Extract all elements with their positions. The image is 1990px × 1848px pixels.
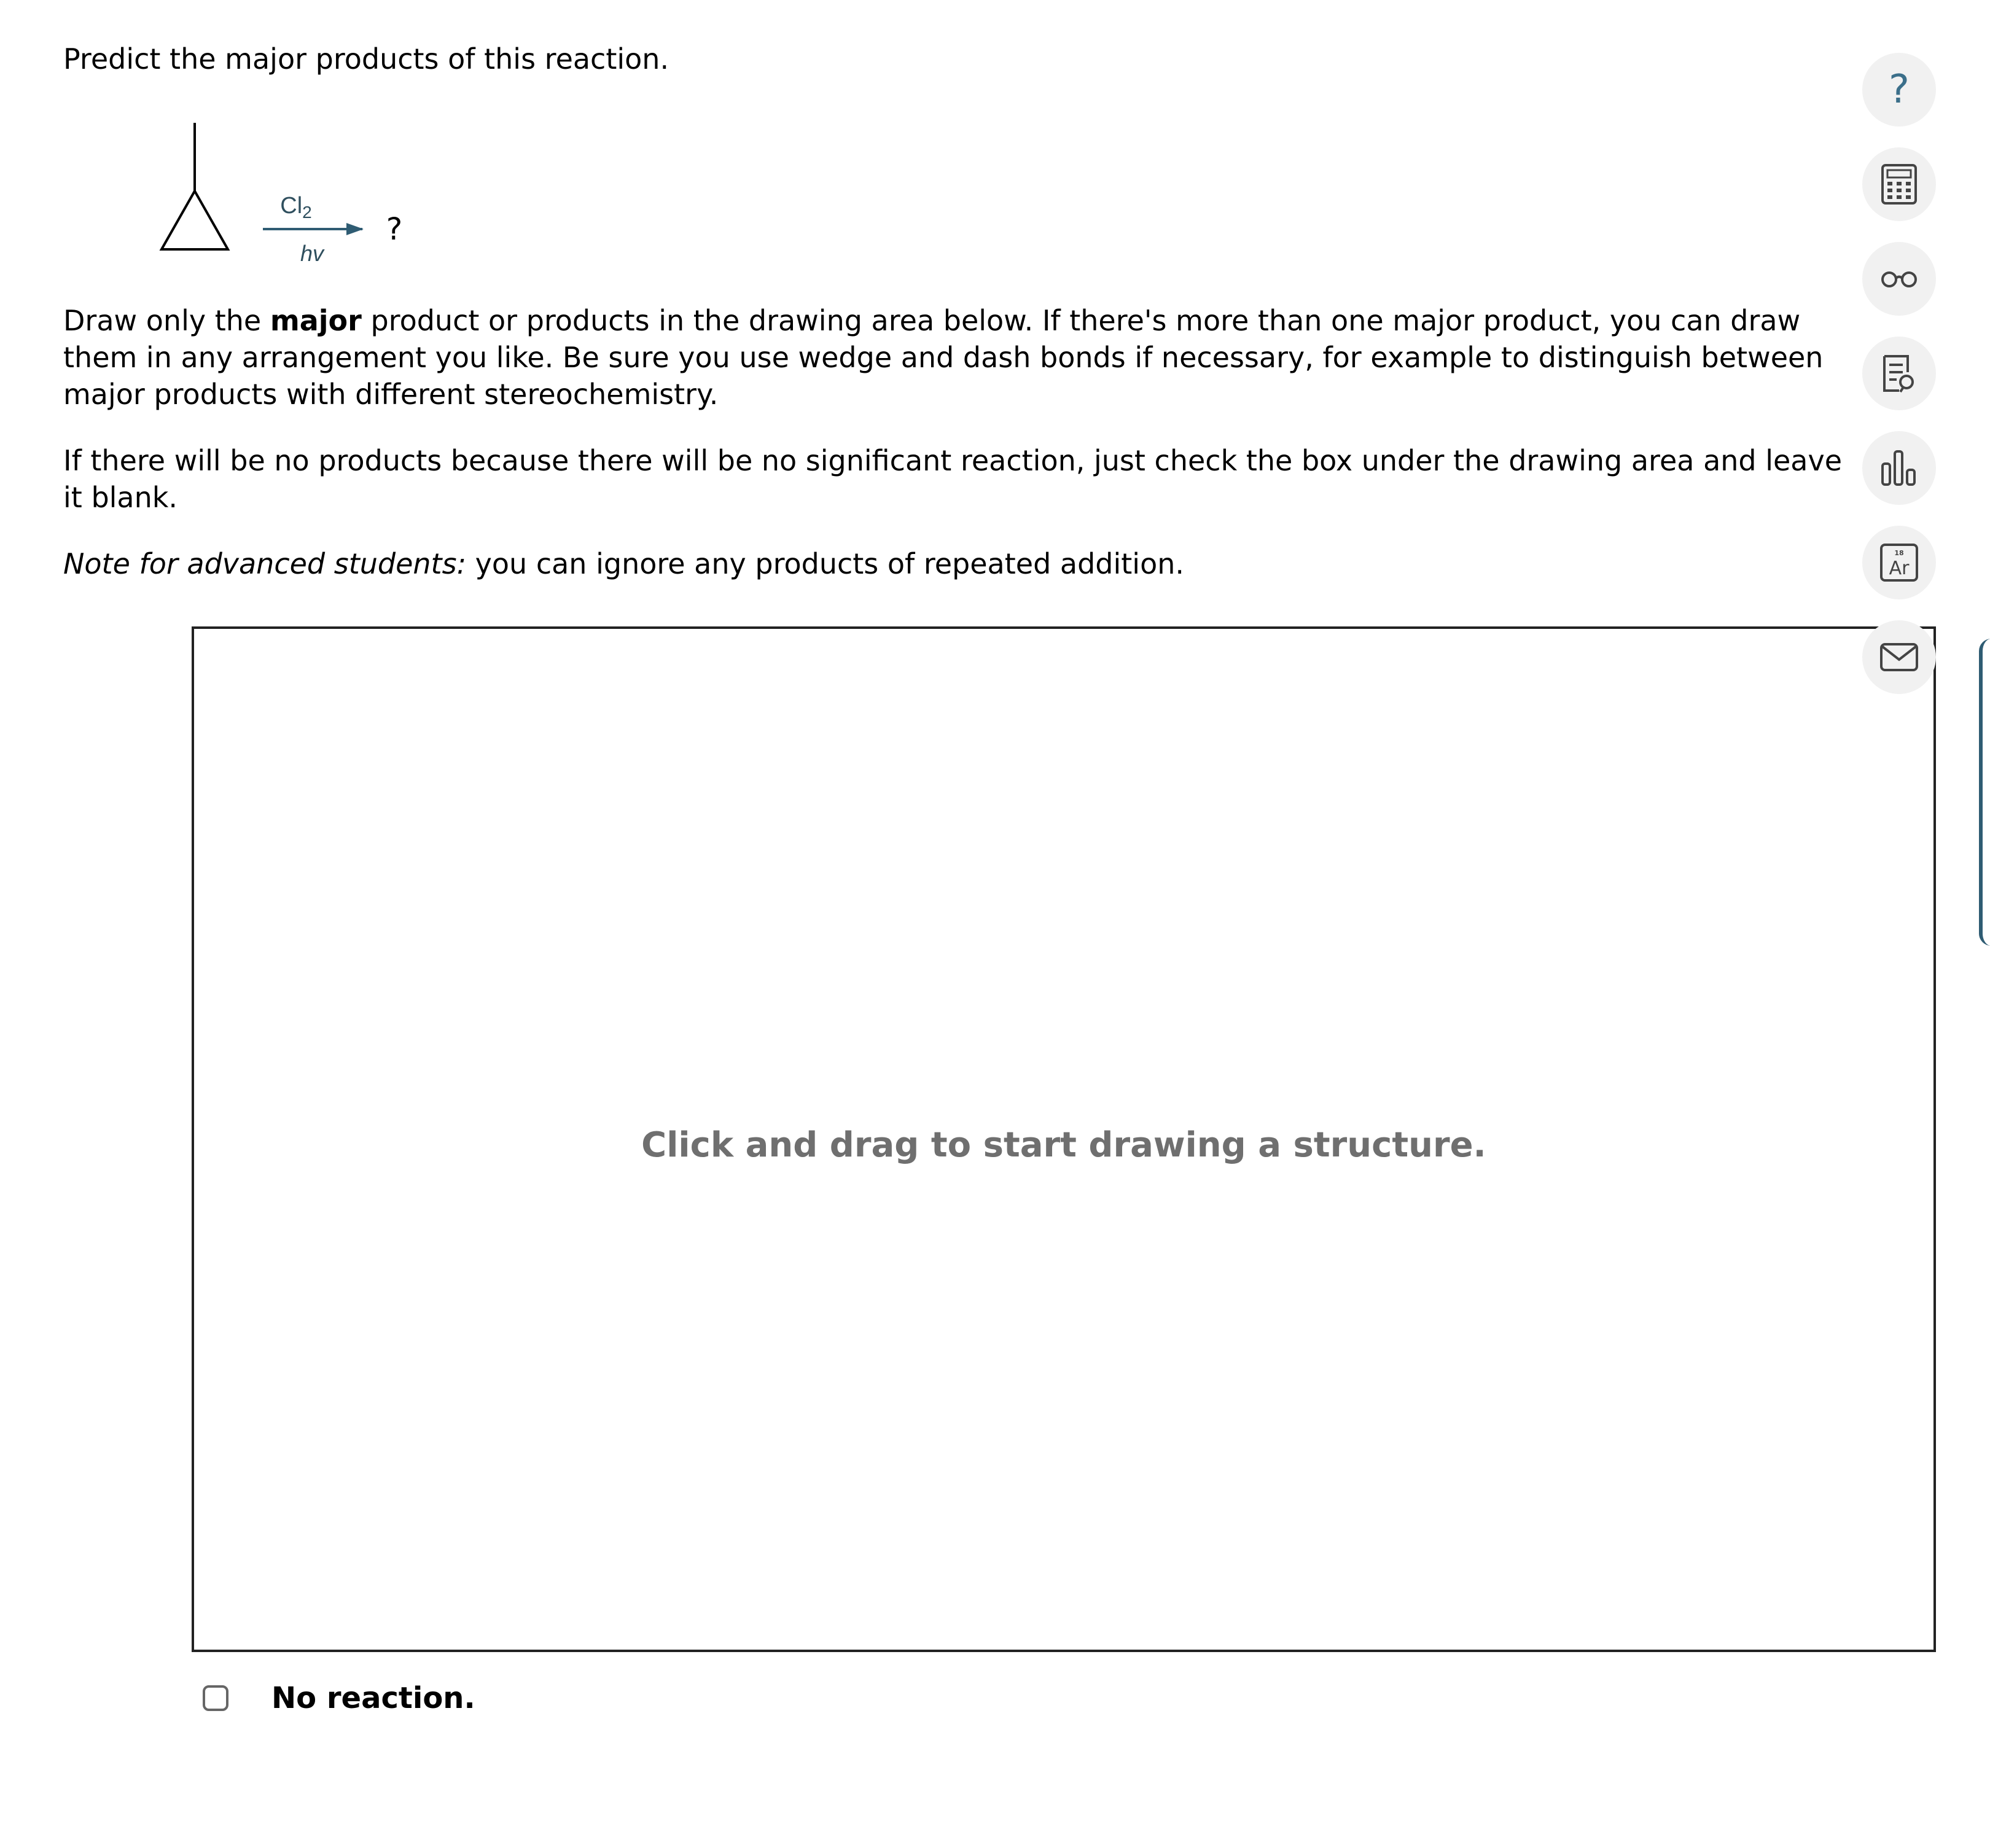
tool-sidebar [1862,53,1938,715]
periodic-table-icon [1879,543,1919,582]
instruction-advanced-note: Note for advanced students: you can ignore any products of repeated addition. [63,547,1184,580]
chart-button[interactable] [1862,431,1936,505]
reagent-label: $Cl_2$ [280,193,312,222]
svg-text:Ar: Ar [1889,558,1910,579]
side-panel-tab[interactable] [1979,639,1990,946]
help-icon: ? [1889,67,1910,112]
product-placeholder: ? [386,211,403,247]
help-button[interactable] [1862,53,1936,127]
mail-icon [1879,642,1919,672]
structure-drawing-area[interactable] [192,626,1936,1652]
reading-button[interactable] [1862,242,1936,316]
no-reaction-checkbox[interactable] [203,1685,228,1711]
question-prompt: Predict the major products of this reaction. [63,42,669,76]
notes-icon [1881,354,1918,393]
notes-button[interactable] [1862,337,1936,410]
instruction-emphasis: major [270,304,362,337]
no-reaction-option[interactable] [203,1680,475,1717]
instruction-draw: Draw only the major product or products in the drawing area below. If there's more than one major product, you can draw them in any arrangement you like. Be sure you use wedge and dash bonds if necessary, for example to distinguish between major products with different stereochemistry. [63,304,1824,411]
calculator-button[interactable] [1862,147,1936,221]
message-button[interactable] [1862,620,1936,694]
condition-label: hv [300,241,324,266]
svg-text:18: 18 [1894,549,1904,557]
bar-chart-icon [1880,449,1918,487]
no-reaction-label: No reaction. [271,1681,475,1715]
instructions [63,302,1869,612]
instruction-no-reaction: If there will be no products because there will be no significant reaction, just check the box under the drawing area and leave it blank. [63,444,1843,514]
reaction-scheme [141,117,436,276]
calculator-icon [1881,163,1918,205]
cyclopropane-ring [162,191,228,249]
drawing-hint: Click and drag to start drawing a structure. [641,1125,1486,1165]
reaction-arrowhead [346,223,364,235]
glasses-icon [1881,270,1918,288]
periodic-table-button[interactable] [1862,526,1936,599]
